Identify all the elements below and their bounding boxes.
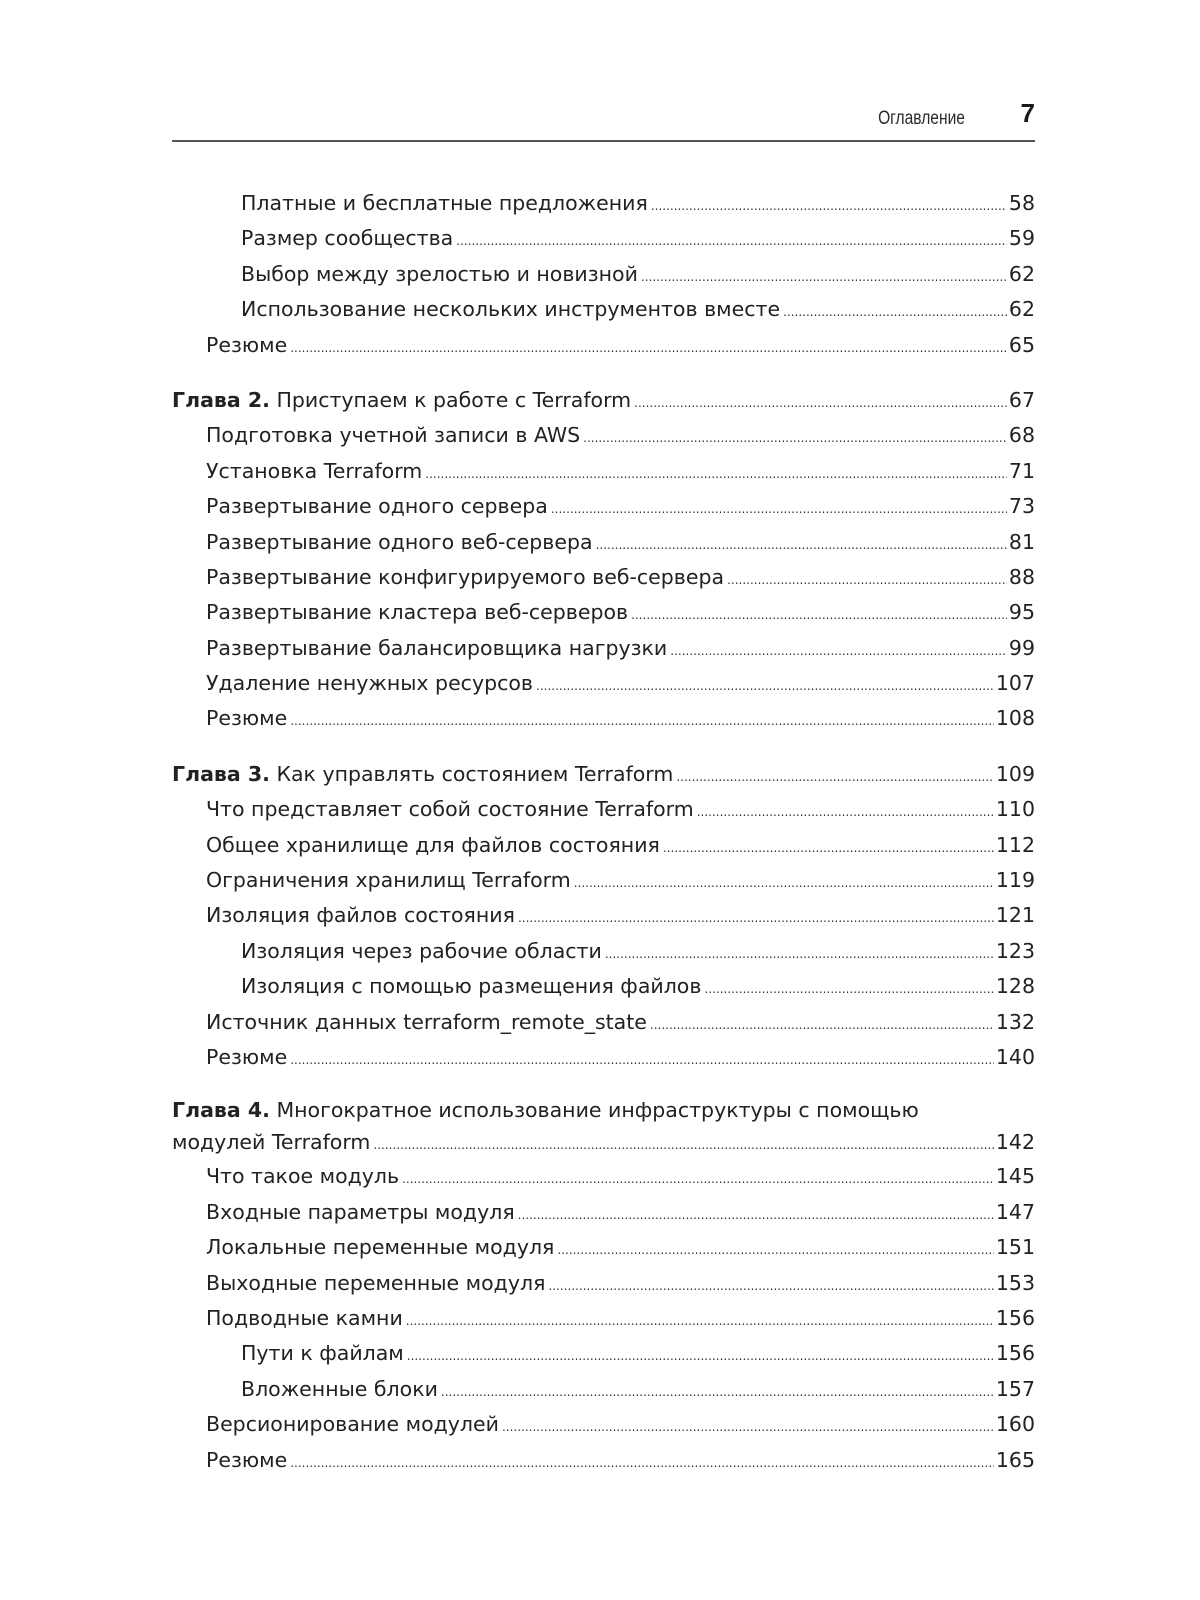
toc-entry-title: Развертывание кластера веб-серверов <box>206 600 629 625</box>
dot-leader <box>548 1269 993 1304</box>
dot-leader <box>502 1410 994 1445</box>
dot-leader <box>373 1128 993 1163</box>
toc-entry[interactable] <box>172 1040 1035 1075</box>
dot-leader <box>641 260 1007 295</box>
toc-entry-page: 160 <box>995 1412 1035 1437</box>
toc-entry-page: 109 <box>995 761 1035 786</box>
header-rule <box>172 140 1035 142</box>
toc-entry-title: Резюме <box>206 1044 288 1069</box>
toc-entry-page: 95 <box>1008 600 1035 625</box>
chapter-label: Глава 3. <box>172 761 270 786</box>
toc-entry-page: 123 <box>995 938 1035 963</box>
toc-entry-title: Что такое модуль <box>206 1164 400 1189</box>
dot-leader <box>651 189 1007 224</box>
dot-leader <box>670 634 1007 669</box>
chapter-label: Глава 4. <box>172 1098 270 1123</box>
toc-entry-title: Пути к файлам <box>241 1341 404 1366</box>
toc-entry-title: Развертывание одного сервера <box>206 494 548 519</box>
toc-entry-page: 157 <box>995 1376 1035 1401</box>
dot-leader <box>518 1198 994 1233</box>
toc-entry-page: 108 <box>995 706 1035 731</box>
dot-leader <box>425 457 1007 492</box>
toc-entry[interactable] <box>172 969 1035 1004</box>
toc-entry-page: 119 <box>995 868 1035 893</box>
toc-entry-title: Входные параметры модуля <box>206 1199 515 1224</box>
dot-leader <box>518 901 994 936</box>
dot-leader <box>783 295 1007 330</box>
toc-entry[interactable] <box>172 934 1035 969</box>
toc-entry-title: Резюме <box>206 332 288 357</box>
toc-chapter-3[interactable] <box>172 757 1035 792</box>
toc-entry-title: Платные и бесплатные предложения <box>241 191 648 215</box>
toc-entry-title: Источник данных terraform_remote_state <box>206 1009 647 1034</box>
toc-entry-page: 67 <box>1008 387 1035 412</box>
toc-entry-page: 73 <box>1008 494 1035 519</box>
toc-entry[interactable] <box>172 221 1035 256</box>
toc-entry-page: 147 <box>995 1199 1035 1224</box>
dot-leader <box>697 795 994 830</box>
toc-entry-page: 81 <box>1008 529 1035 554</box>
toc-entry-page: 62 <box>1008 261 1035 286</box>
chapter-name: Приступаем к работе с Terraform <box>276 387 632 412</box>
toc-entry[interactable] <box>172 1266 1035 1301</box>
toc-entry-title: Резюме <box>206 706 288 731</box>
toc-entry[interactable] <box>172 792 1035 827</box>
chapter-label: Глава 2. <box>172 387 270 412</box>
toc-entry[interactable] <box>172 328 1035 363</box>
toc-entry-title: Выбор между зрелостью и новизной <box>241 261 638 286</box>
dot-leader <box>402 1162 994 1197</box>
dot-leader <box>441 1375 994 1410</box>
dot-leader <box>536 669 994 704</box>
toc-entry[interactable] <box>172 1336 1035 1371</box>
toc-entry[interactable] <box>172 1159 1035 1194</box>
toc-entry-page: 145 <box>995 1164 1035 1189</box>
toc-entry-page: 156 <box>995 1305 1035 1330</box>
toc-entry-page: 153 <box>995 1270 1035 1295</box>
chapter-name-line2: модулей Terraform <box>172 1130 371 1155</box>
dot-leader <box>704 972 993 1007</box>
toc-entry-title: Версионирование модулей <box>206 1412 499 1437</box>
dot-leader <box>407 1339 994 1374</box>
toc-entry-page: 121 <box>995 903 1035 928</box>
toc-entry[interactable] <box>172 454 1035 489</box>
toc-entry-page: 65 <box>1008 332 1035 357</box>
toc-entry-title: Использование нескольких инструментов вместе <box>241 297 781 322</box>
toc-entry-title: Размер сообщества <box>241 226 454 251</box>
toc-entry-page: 151 <box>995 1235 1035 1260</box>
toc-entry[interactable] <box>172 701 1035 736</box>
dot-leader <box>290 704 994 739</box>
toc-entry[interactable] <box>172 186 1035 221</box>
dot-leader <box>456 224 1007 259</box>
toc-entry-title: Развертывание балансировщика нагрузки <box>206 635 668 660</box>
toc-entry[interactable] <box>172 489 1035 524</box>
dot-leader <box>596 528 1007 563</box>
page-number: 7 <box>1020 98 1035 128</box>
toc-entry[interactable] <box>172 1301 1035 1336</box>
toc-entry[interactable] <box>172 631 1035 666</box>
toc-entry-page: 156 <box>995 1341 1035 1366</box>
dot-leader <box>631 598 1007 633</box>
table-of-contents <box>172 186 1035 1478</box>
dot-leader <box>574 866 994 901</box>
toc-entry[interactable] <box>172 1195 1035 1230</box>
toc-chapter-4-line2[interactable] <box>172 1125 1035 1159</box>
toc-entry[interactable] <box>172 863 1035 898</box>
toc-entry-title: Удаление ненужных ресурсов <box>206 671 533 696</box>
toc-entry[interactable] <box>172 1443 1035 1478</box>
toc-entry-title: Установка Terraform <box>206 458 423 483</box>
toc-entry-page: 128 <box>995 974 1035 999</box>
toc-entry-page: 99 <box>1008 635 1035 660</box>
toc-chapter-title <box>172 383 631 418</box>
toc-entry-page: 107 <box>995 671 1035 696</box>
dot-leader <box>727 563 1007 598</box>
toc-chapter-title <box>172 757 673 792</box>
toc-entry-title: Общее хранилище для файлов состояния <box>206 832 660 857</box>
toc-entry-page: 59 <box>1008 226 1035 251</box>
dot-leader <box>634 386 1007 421</box>
toc-entry[interactable] <box>172 828 1035 863</box>
toc-entry-page: 132 <box>995 1009 1035 1034</box>
toc-entry-page: 165 <box>995 1447 1035 1472</box>
toc-entry-title: Изоляция с помощью размещения файлов <box>241 974 702 999</box>
toc-entry[interactable] <box>172 1407 1035 1442</box>
toc-chapter-2[interactable] <box>172 383 1035 418</box>
dot-leader <box>290 1043 994 1078</box>
toc-entry-title: Вложенные блоки <box>241 1376 438 1401</box>
toc-entry-page: 112 <box>995 832 1035 857</box>
toc-entry[interactable] <box>172 595 1035 630</box>
running-header-title: Оглавление <box>878 108 965 129</box>
dot-leader <box>650 1008 994 1043</box>
toc-entry-title: Локальные переменные модуля <box>206 1235 555 1260</box>
toc-entry-title: Изоляция через рабочие области <box>241 938 602 963</box>
toc-entry-title: Развертывание одного веб-сервера <box>206 529 593 554</box>
toc-entry-page: 110 <box>995 797 1035 822</box>
dot-leader <box>663 831 994 866</box>
toc-entry[interactable] <box>172 292 1035 327</box>
toc-chapter-4-line1[interactable] <box>172 1095 1035 1125</box>
toc-entry-page: 68 <box>1008 423 1035 448</box>
toc-entry[interactable] <box>172 560 1035 595</box>
dot-leader <box>551 492 1007 527</box>
toc-entry[interactable] <box>172 898 1035 933</box>
dot-leader <box>583 421 1007 456</box>
chapter-name: Как управлять состоянием Terraform <box>276 761 674 786</box>
toc-entry[interactable] <box>172 666 1035 701</box>
toc-entry-page: 71 <box>1008 458 1035 483</box>
dot-leader <box>290 1446 994 1481</box>
toc-entry-title: Развертывание конфигурируемого веб-сервера <box>206 564 725 589</box>
chapter-name-line1: Многократное использование инфраструктуры с помощью <box>276 1098 919 1123</box>
dot-leader <box>406 1304 994 1339</box>
toc-entry-page: 88 <box>1008 564 1035 589</box>
dot-leader <box>290 331 1007 366</box>
dot-leader <box>676 760 994 795</box>
toc-entry-title: Подготовка учетной записи в AWS <box>206 423 581 448</box>
toc-entry-title: Подводные камни <box>206 1305 403 1330</box>
toc-entry-page: 142 <box>995 1130 1035 1155</box>
toc-entry-page: 140 <box>995 1044 1035 1069</box>
toc-entry[interactable] <box>172 418 1035 453</box>
toc-entry-title: Резюме <box>206 1447 288 1472</box>
toc-entry[interactable] <box>172 1005 1035 1040</box>
toc-entry-title: Выходные переменные модуля <box>206 1270 546 1295</box>
toc-entry-title: Что представляет собой состояние Terraform <box>206 797 694 822</box>
toc-entry[interactable] <box>172 525 1035 560</box>
toc-entry-page: 58 <box>1008 191 1035 215</box>
dot-leader <box>605 937 994 972</box>
toc-entry[interactable] <box>172 257 1035 292</box>
dot-leader <box>557 1233 993 1268</box>
toc-entry-page: 62 <box>1008 297 1035 322</box>
toc-entry-title: Изоляция файлов состояния <box>206 903 515 928</box>
toc-entry-title: Ограничения хранилищ Terraform <box>206 868 571 893</box>
running-header <box>172 96 1035 142</box>
toc-entry[interactable] <box>172 1230 1035 1265</box>
toc-entry[interactable] <box>172 1372 1035 1407</box>
